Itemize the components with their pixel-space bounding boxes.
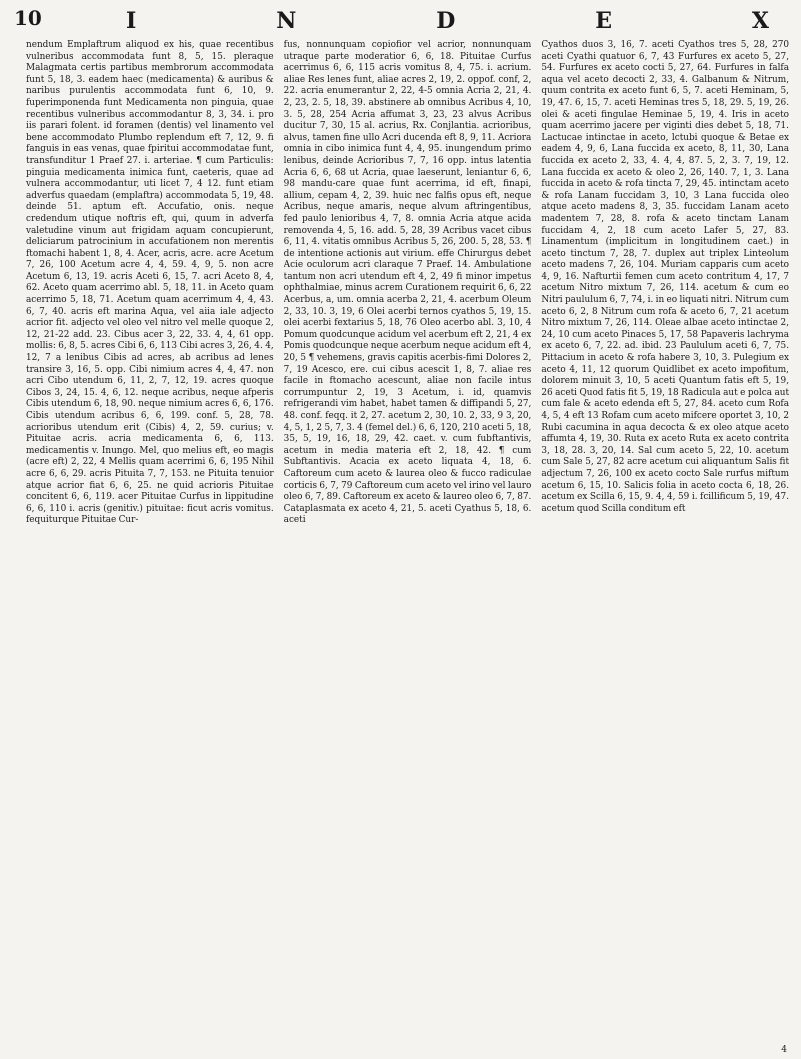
index-column-1 xyxy=(26,40,274,1055)
index-column-3 xyxy=(541,40,789,1055)
column-text: fus, nonnunquam copiofior vel acrior, nonnunquam utraque parte moderatior 6, 6, 18. Pituitae Curfus acerrimus 6, 6, 115 acris vomitus 8, 4, 75. i. acrium. aliae Res lenes funt, aliae acres 2, 19, 2. oppof. conf, 2, 22. acria enumerantur 2, 22, 4-5 omnia Acria 2, 21, 4. 2, 23, 2. 5, 18, 39. abstinere ab omnibus Acribus 4, 10, 3. 5, 28, 254 Acria affumat 3, 23, 23 alvus Acribus ducitur 7, 30, 15 al. acrius, Rx. Conjlantia. acrioribus, alvus, tamen fine ullo Acri ducenda eft 8, 9, 11. Acriora omnia in cibo inimica funt 4, 4, 95. inungendum primo lenibus, deinde Acrioribus 7, 7, 16 opp. intus latentia Acria 6, 6, 68 ut Acria, quae laeserunt, leniantur 6, 6, 98 mandu-care quae funt acerrima, id eft, finapi, allium, cepam 4, 2, 39. huic nec falfis opus eft, neque Acribus, neque amaris, neque alvum aftringentibus, fed paulo lenioribus 4, 7, 8. omnia Acria atque acida removenda 4, 5, 16. add. 5, 28, 39 Acribus vacet cibus 6, 11, 4. vitatis omnibus Acribus 5, 26, 200. 5, 28, 53. ¶ de intentione actionis aut virium. effe Chirurgus debet Acie oculorum acri claraque 7 Praef. 14. Ambulatione tantum non acri utendum eft 4, 2, 49 fi minor impetus ophthalmiae, minus acrem Curationem requirit 6, 6, 22 Acerbus, a, um. omnia acerba 2, 21, 4. acerbum Oleum 2, 33, 10. 3, 19, 6 Olei acerbi ternos cyathos 5, 19, 15. olei acerbi fextarius 5, 18, 76 Oleo acerbo abl. 3, 10, 4 Pomum quodcunque acidum vel acerbum eft 2, 21, 4 ex Pomis quodcunque neque acerbum neque acidum eft 4, 20, 5 ¶ vehemens, gravis capitis acerbis-fimi Dolores 2, 7, 19 Acesco, ere. cui cibus acescit 1, 8, 7. aliae res facile in ftomacho acescunt, aliae non facile intus corrumpuntur 2, 19, 3 Acetum, i. id, quamvis refrigerandi vim habet, habet tamen & diffipandi 5, 27, 48. conf. feqq. it 2, 27. acetum 2, 30, 10. 2, 33, 9 3, 20, 4, 5, 1, 2 5, 7, 3. 4 (femel del.) 6, 6, 120, 210 aceti 5, 18, 35, 5, 19, 16, 18, 29, 42. caet. v. cum fubftantivis, acetum in media materia eft 2, 18, 42. ¶ cum Subftantivis. Acacia ex aceto liquata 4, 18, 6. Caftoreum cum aceto & laurea oleo & fucco radiculae corticis 6, 7, 79 Caftoreum cum aceto vel irino vel lauro oleo 6, 7, 89. Caftoreum ex aceto & laureo oleo 6, 7, 87. Cataplasmata ex aceto 4, 21, 5. aceti Cyathus 5, 18, 6. aceti xyxy=(283,40,532,526)
index-column-2 xyxy=(284,40,532,1055)
page-number: 10 xyxy=(14,6,42,30)
running-head-letter: E xyxy=(595,8,614,34)
running-head-letter: X xyxy=(751,8,771,34)
index-columns xyxy=(26,40,789,1055)
running-head xyxy=(0,8,801,34)
running-head-letter: D xyxy=(436,8,458,34)
running-head-letter: I xyxy=(126,8,139,34)
column-text: nendum Emplaftrum aliquod ex his, quae recentibus vulneribus accommodata funt 8, 5, 15. pleraque Malagmata certis partibus membrorum accommodata funt 5, 18, 3. eadem haec (medicamenta) & auribus & naribus purulentis accommodata funt 6, 10, 9. fuperimponenda funt Medicamenta non pinguia, quae recentibus vulneribus accommodantur 8, 3, 34. i. pro iis parari folent. id foramen (dentis) vel linamento vel bene accommodato Plumbo replendum eft 7, 12, 9. fi fanguis in eas venas, quae fpiritui accommodatae funt, transfunditur 1 Praef 27. i. arteriae. ¶ cum Particulis: pinguia medicamenta inimica funt, caeteris, quae ad vulnera accommodantur, uti licet 7, 4 12. funt etiam adverfus quaedam (emplaftra) accommodata 5, 19, 48. deinde 51. aptum eft. Accufatio, onis. neque credendum utique noftris eft, qui, quum in adverfa valetudine vinum aut frigidam aquam concupierunt, deliciarum patrocinium in accufationem non merentis ftomachi habent 1, 8, 4. Acer, acris, acre. acre Acetum 7, 26, 100 Acetum acre 4, 4, 59. 4, 9, 5. non acre Acetum 6, 13, 19. acris Aceti 6, 15, 7. acri Aceto 8, 4, 62. Aceto quam acerrimo abl. 5, 18, 11. in Aceto quam acerrimo 5, 18, 71. Acetum quam acerrimum 4, 4, 43. 6, 7, 40. acris eft marina Aqua, vel aiia iale adjecto acrior fit. adjecto vel oleo vel nitro vel melle quoque 2, 12, 21-22 add. 23. Cibus acer 3, 22, 33. 4, 4, 61 opp. mollis: 6, 8, 5. acres Cibi 6, 6, 113 Cibi acres 3, 26, 4. 4, 12, 7 a lenibus Cibis ad acres, ab acribus ad lenes transire 3, 16, 5. opp. Cibi nimium acres 4, 4, 47. non acri Cibo utendum 6, 11, 2, 7, 12, 19. acres quoque Cibos 3, 24, 15. 4, 6, 12. neque acribus, neque afperis Cibis utendum 6, 18, 90. neque nimium acres 6, 6, 176. Cibis utendum acribus 6, 6, 199. conf. 5, 28, 78. acrioribus utendum erit (Cibis) 4, 2, 59. curius; v. Pituitae acris. acria medicamenta 6, 6, 113. medicamentis v. Inungo. Mel, quo melius eft, eo magis (acre eft) 2, 22, 4 Mellis quam acerrimi 6, 6, 195 Nihil acre 6, 6, 29. acris Pituita 7, 7, 153. ne Pituita tenuior atque acrior fiat 6, 6, 25. ne quid acrioris Pituitae concitent 6, 6, 119. acer Pituitae Curfus in lippitudine 6, 6, 110 i. acris (genitiv.) pituitae: ficut acris vomitus. fequiturque Pituitae Cur- xyxy=(26,40,274,526)
running-head-letter: N xyxy=(276,8,299,34)
catchword: 4 xyxy=(781,1045,787,1055)
column-text: Cyathos duos 3, 16, 7. aceti Cyathos tres 5, 28, 270 aceti Cyathi quatuor 6, 7, 43 Furfures ex aceto 5, 27, 54. Furfures ex aceto cocti 5, 27, 64. Furfures in falfa aqua vel aceto decocti 2, 33, 4. Galbanum & Nitrum, quum contrita ex aceto funt 6, 5, 7. aceti Heminam, 5, 19, 47. 6, 15, 7. aceti Heminas tres 5, 18, 29. 5, 19, 26. olei & aceti fingulae Heminae 5, 19, 4. Iris in aceto quam acerrimo jacere per viginti dies debet 5, 18, 71. Lactucae intinctae in aceto, lctubi quoque & Betae ex eadem 4, 9, 6, Lana fuccida ex aceto, 8, 11, 30, Lana fuccida ex aceto 2, 33, 4. 4, 4, 87. 5, 2, 3. 7, 19, 12. Lana fuccida ex aceto & oleo 2, 26, 140. 7, 1, 3. Lana fuccida in aceto & rofa tincta 7, 29, 45. intinctam aceto & rofa Lanam fuccidam 3, 10, 3 Lana fuccida oleo atque aceto madens 8, 3, 35. fuccidam Lanam aceto madentem 7, 28, 8. rofa & aceto tinctam Lanam fuccidam 4, 2, 18 cum aceto Lafer 5, 27, 83. Linamentum (implicitum in longitudinem caet.) in aceto tinctum 7, 28, 7. duplex aut triplex Linteolum aceto madens 7, 26, 104. Muriam capparis cum aceto 4, 9, 16. Nafturtii femen cum aceto contritum 4, 17, 7 acetum Nitro mixtum 7, 26, 114. acetum & cum eo Nitri paululum 6, 7, 74, i. in eo liquati nitri. Nitrum cum aceto 6, 2, 8 Nitrum cum rofa & aceto 6, 7, 21 acetum Nitro mixtum 7, 26, 114. Oleae albae aceto intinctae 2, 24, 10 cum aceto Pinaces 5, 17, 58 Papaveris lachryma ex aceto 6, 7, 22. ad. ibid. 23 Paululum aceti 6, 7, 75. Pittacium in aceto & rofa habere 3, 10, 3. Pulegium ex aceto 4, 11, 12 quorum Quidlibet ex aceto impofitum, dolorem minuit 3, 10, 5 aceti Quantum fatis eft 5, 19, 26 aceti Quod fatis fit 5, 19, 18 Radicula aut e polca aut cum fale & aceto edenda eft 5, 27, 84. aceto cum Rofa 4, 5, 4 eft 13 Rofam cum aceto mifcere oportet 3, 10, 2 Rubi cacumina in aqua decocta & ex oleo atque aceto affumta 4, 19, 30. Ruta ex aceto Ruta ex aceto contrita 3, 18, 28. 3, 20, 14. Sal cum aceto 5, 22, 10. acetum cum Sale 5, 27, 82 acre acetum cui aliquantum Salis fit adjectum 7, 26, 100 ex aceto cocto Sale rurfus miftum acetum 6, 15, 10. Salicis folia in aceto cocta 6, 18, 26. acetum ex Scilla 6, 15, 9. 4, 4, 59 i. fcillificum 5, 19, 47. acetum quod Scilla conditum eft xyxy=(541,40,790,514)
